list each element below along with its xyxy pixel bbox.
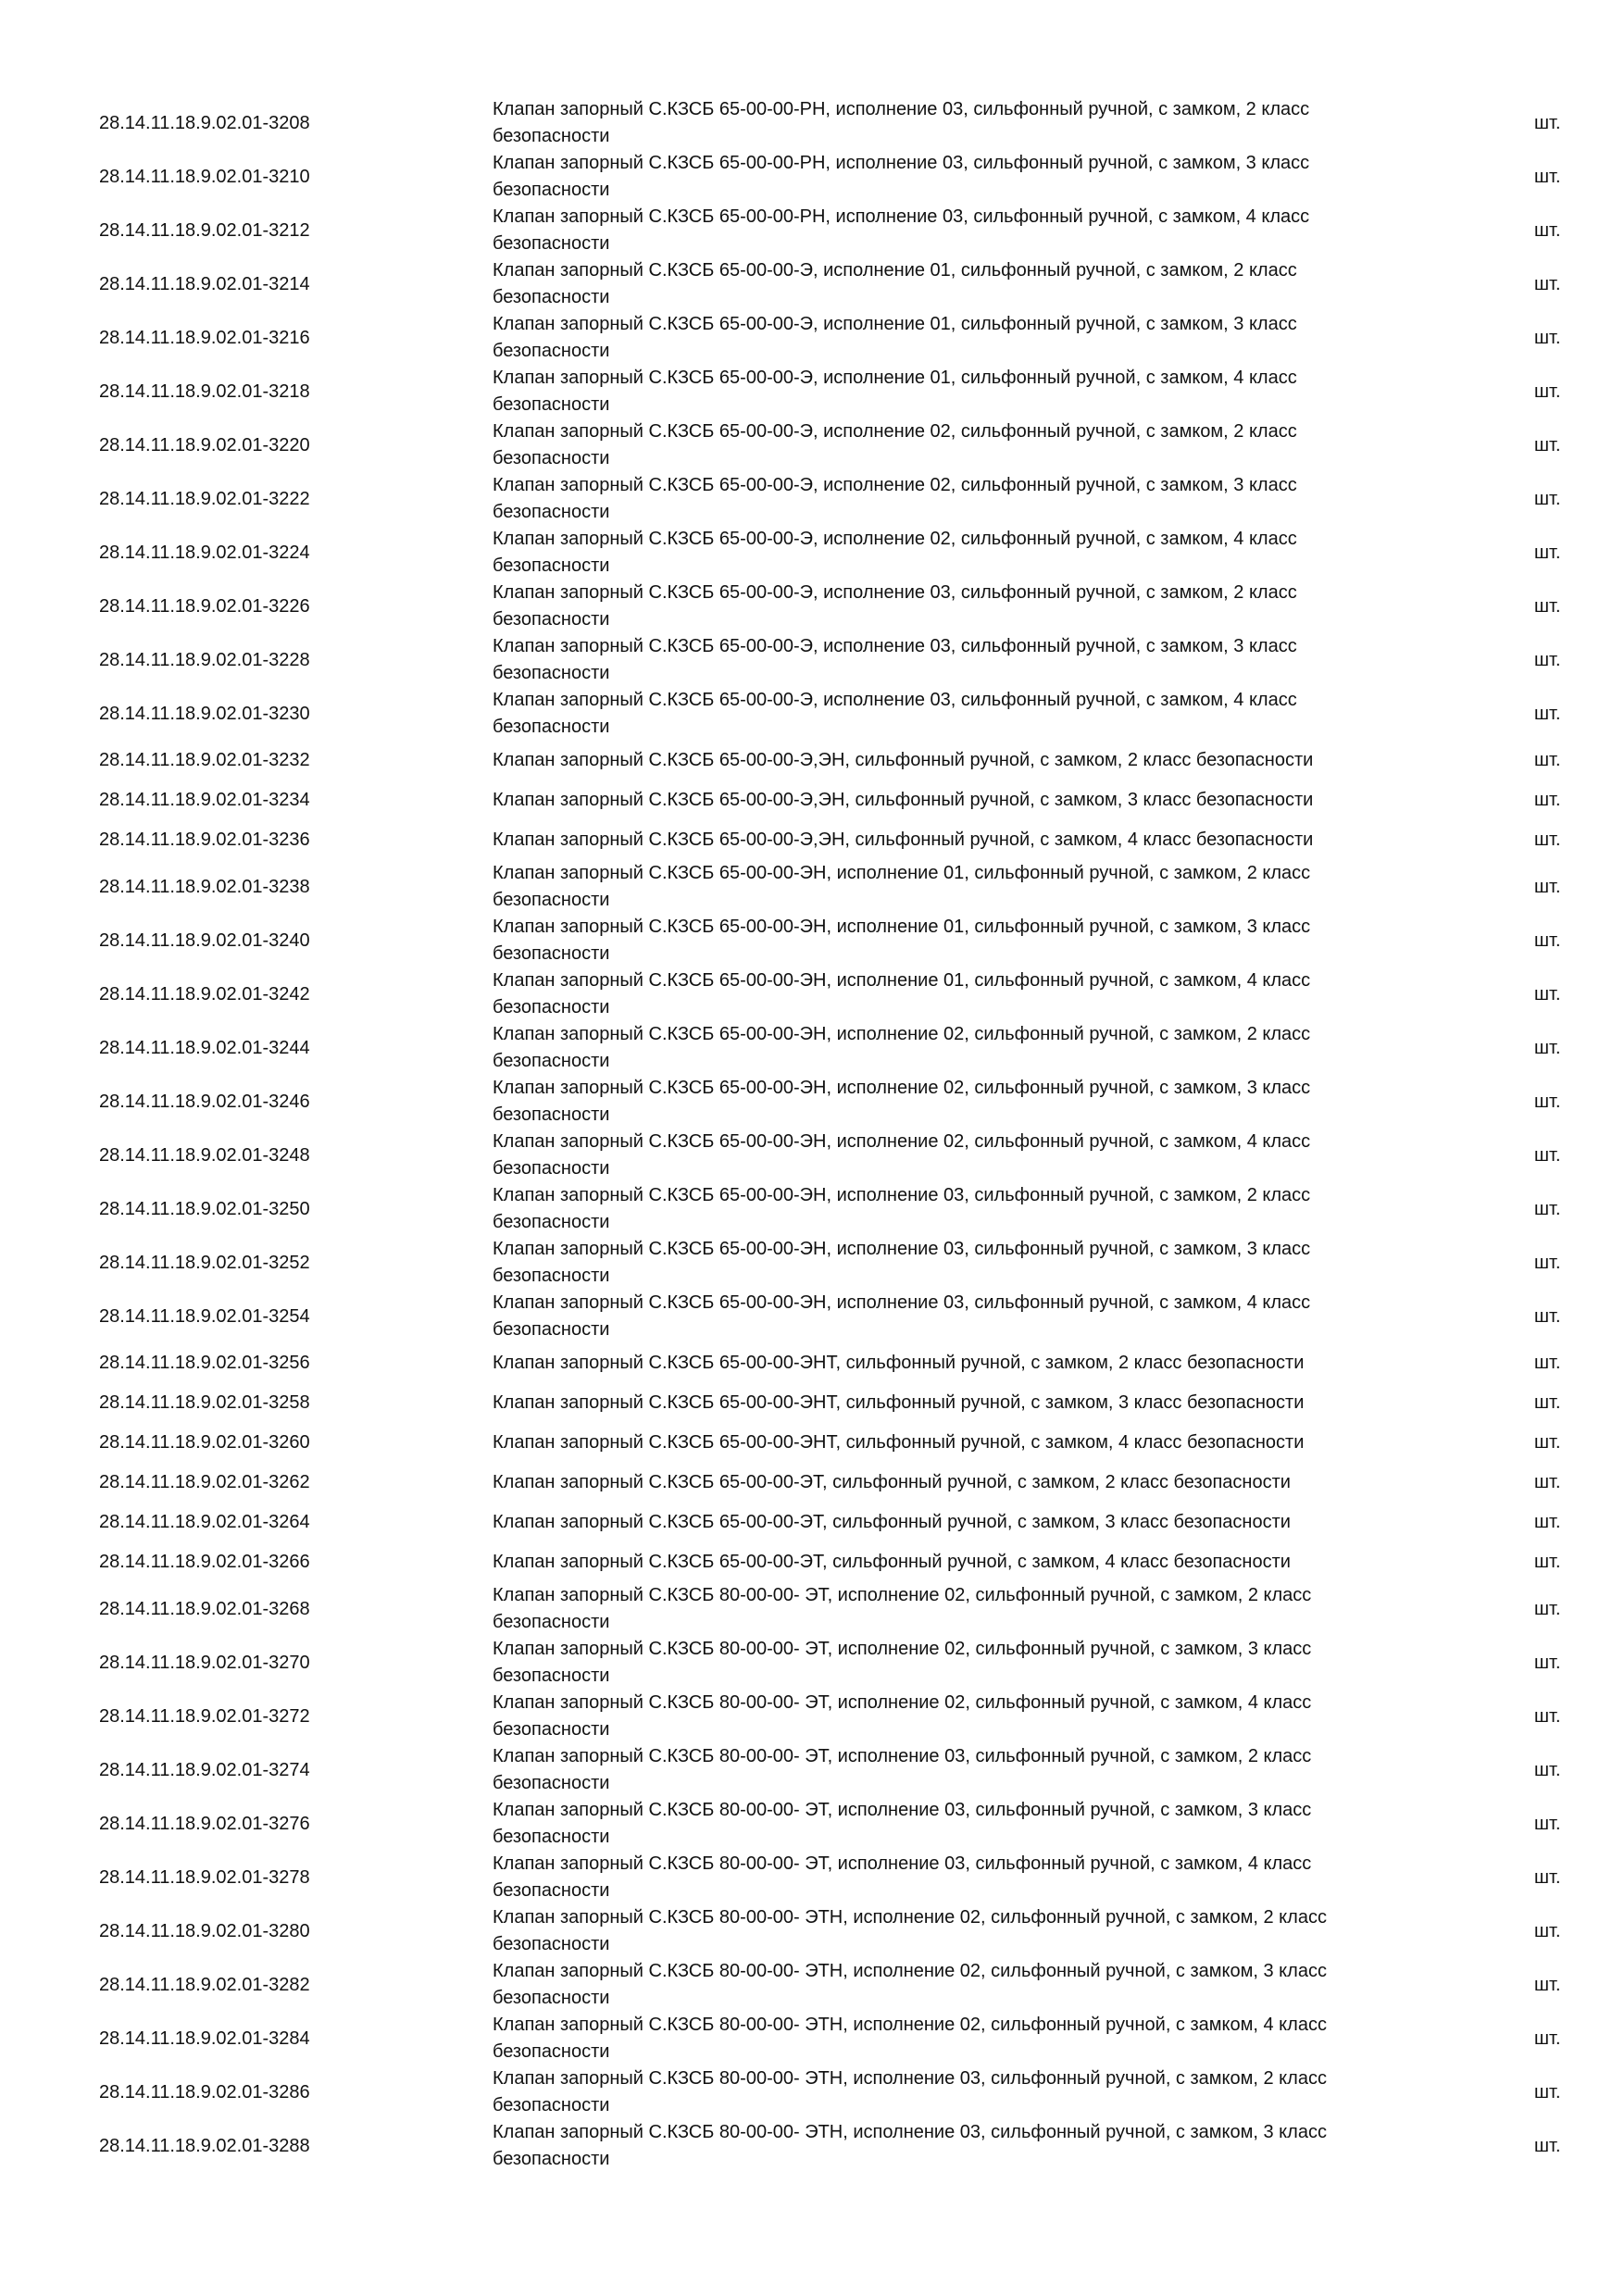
table-row <box>0 1423 1624 1463</box>
item-description <box>493 365 1418 418</box>
description-line: Клапан запорный С.КЗСБ 65-00-00-ЭН, исполнение 01, сильфонный ручной, с замком, 3 класс <box>493 917 1311 937</box>
table-row <box>0 820 1624 860</box>
item-unit: шт. <box>1534 1432 1561 1453</box>
description-line: Клапан запорный С.КЗСБ 65-00-00-ЭНТ, сильфонный ручной, с замком, 4 класс безопасности <box>493 1432 1305 1453</box>
item-unit: шт. <box>1534 1305 1561 1327</box>
item-unit: шт. <box>1534 1920 1561 1941</box>
item-unit: шт. <box>1534 1598 1561 1619</box>
description-line: безопасности <box>493 1212 610 1232</box>
description-line: безопасности <box>493 233 610 254</box>
description-line: безопасности <box>493 1158 610 1179</box>
description-line: Клапан запорный С.КЗСБ 65-00-00-Э, исполнение 02, сильфонный ручной, с замком, 4 класс <box>493 529 1297 549</box>
item-code: 28.14.11.18.9.02.01-3256 <box>99 1353 310 1373</box>
item-unit: шт. <box>1534 542 1561 563</box>
item-code: 28.14.11.18.9.02.01-3218 <box>99 381 310 402</box>
item-code: 28.14.11.18.9.02.01-3258 <box>99 1392 310 1413</box>
item-description <box>493 1851 1418 1904</box>
description-line: безопасности <box>493 126 610 146</box>
item-code: 28.14.11.18.9.02.01-3216 <box>99 327 310 348</box>
item-unit: шт. <box>1534 1353 1561 1373</box>
item-description <box>493 780 1418 820</box>
table-row <box>0 1636 1624 1690</box>
item-description <box>493 1075 1418 1129</box>
table-row <box>0 2119 1624 2173</box>
description-line: Клапан запорный С.КЗСБ 65-00-00-ЭН, исполнение 01, сильфонный ручной, с замком, 2 класс <box>493 863 1311 883</box>
description-line: безопасности <box>493 1266 610 1286</box>
item-code: 28.14.11.18.9.02.01-3284 <box>99 2028 310 2049</box>
description-line: безопасности <box>493 1934 610 1954</box>
item-code: 28.14.11.18.9.02.01-3234 <box>99 790 310 810</box>
item-unit: шт. <box>1534 1652 1561 1673</box>
item-unit: шт. <box>1534 1091 1561 1112</box>
description-line: Клапан запорный С.КЗСБ 65-00-00-ЭТ, сильфонный ручной, с замком, 4 класс безопасности <box>493 1552 1291 1572</box>
description-line: Клапан запорный С.КЗСБ 80-00-00- ЭТН, исполнение 03, сильфонный ручной, с замком, 3 класс <box>493 2122 1327 2142</box>
item-code: 28.14.11.18.9.02.01-3242 <box>99 983 310 1004</box>
description-line: безопасности <box>493 555 610 576</box>
table-row <box>0 687 1624 741</box>
item-description <box>493 1690 1418 1743</box>
description-line: Клапан запорный С.КЗСБ 80-00-00- ЭТ, исполнение 03, сильфонный ручной, с замком, 2 класс <box>493 1746 1312 1766</box>
description-line: Клапан запорный С.КЗСБ 65-00-00-Э,ЭН, сильфонный ручной, с замком, 3 класс безопасности <box>493 790 1314 810</box>
description-line: безопасности <box>493 997 610 1017</box>
item-code: 28.14.11.18.9.02.01-3228 <box>99 649 310 670</box>
item-description <box>493 96 1418 150</box>
description-line: безопасности <box>493 943 610 964</box>
table-row <box>0 1236 1624 1290</box>
item-code: 28.14.11.18.9.02.01-3222 <box>99 488 310 509</box>
table-row <box>0 1383 1624 1423</box>
item-unit: шт. <box>1534 1974 1561 1995</box>
item-code: 28.14.11.18.9.02.01-3268 <box>99 1598 310 1619</box>
table-row <box>0 967 1624 1021</box>
description-line: Клапан запорный С.КЗСБ 80-00-00- ЭТН, исполнение 02, сильфонный ручной, с замком, 3 класс <box>493 1961 1327 1981</box>
description-line: Клапан запорный С.КЗСБ 65-00-00-ЭН, исполнение 03, сильфонный ручной, с замком, 2 класс <box>493 1185 1311 1205</box>
table-row <box>0 914 1624 967</box>
item-unit: шт. <box>1534 2135 1561 2156</box>
table-row <box>0 526 1624 580</box>
item-code: 28.14.11.18.9.02.01-3276 <box>99 1813 310 1834</box>
item-code: 28.14.11.18.9.02.01-3232 <box>99 750 310 770</box>
description-line: безопасности <box>493 1104 610 1125</box>
description-line: Клапан запорный С.КЗСБ 65-00-00-Э, исполнение 03, сильфонный ручной, с замком, 2 класс <box>493 582 1297 603</box>
item-code: 28.14.11.18.9.02.01-3212 <box>99 219 310 241</box>
item-unit: шт. <box>1534 327 1561 348</box>
item-code: 28.14.11.18.9.02.01-3252 <box>99 1252 310 1273</box>
item-unit: шт. <box>1534 219 1561 241</box>
table-row <box>0 860 1624 914</box>
item-description <box>493 526 1418 580</box>
item-code: 28.14.11.18.9.02.01-3260 <box>99 1432 310 1453</box>
item-description <box>493 150 1418 204</box>
description-line: безопасности <box>493 1719 610 1740</box>
description-line: безопасности <box>493 287 610 307</box>
description-line: Клапан запорный С.КЗСБ 65-00-00-Э, исполнение 01, сильфонный ручной, с замком, 2 класс <box>493 260 1297 281</box>
description-line: безопасности <box>493 394 610 415</box>
item-unit: шт. <box>1534 1198 1561 1219</box>
description-line: безопасности <box>493 180 610 200</box>
item-unit: шт. <box>1534 1552 1561 1572</box>
item-description <box>493 2012 1418 2065</box>
item-code: 28.14.11.18.9.02.01-3236 <box>99 830 310 850</box>
table-row <box>0 257 1624 311</box>
item-unit: шт. <box>1534 830 1561 850</box>
description-line: Клапан запорный С.КЗСБ 80-00-00- ЭТ, исполнение 02, сильфонный ручной, с замком, 4 класс <box>493 1692 1312 1713</box>
description-line: Клапан запорный С.КЗСБ 65-00-00-Э,ЭН, сильфонный ручной, с замком, 4 класс безопасности <box>493 830 1314 850</box>
item-description <box>493 860 1418 914</box>
description-line: Клапан запорный С.КЗСБ 65-00-00-Э, исполнение 02, сильфонный ручной, с замком, 3 класс <box>493 475 1297 495</box>
description-line: Клапан запорный С.КЗСБ 65-00-00-РН, исполнение 03, сильфонный ручной, с замком, 3 класс <box>493 153 1310 173</box>
item-code: 28.14.11.18.9.02.01-3262 <box>99 1472 310 1492</box>
item-unit: шт. <box>1534 2028 1561 2049</box>
item-code: 28.14.11.18.9.02.01-3250 <box>99 1198 310 1219</box>
item-unit: шт. <box>1534 166 1561 187</box>
description-line: Клапан запорный С.КЗСБ 65-00-00-Э, исполнение 03, сильфонный ручной, с замком, 3 класс <box>493 636 1297 656</box>
description-line: безопасности <box>493 1880 610 1901</box>
description-line: безопасности <box>493 1773 610 1793</box>
item-description <box>493 2119 1418 2173</box>
item-unit: шт. <box>1534 876 1561 897</box>
item-description <box>493 1958 1418 2012</box>
item-description <box>493 2065 1418 2119</box>
description-line: Клапан запорный С.КЗСБ 80-00-00- ЭТН, исполнение 02, сильфонный ручной, с замком, 2 класс <box>493 1907 1327 1928</box>
table-row <box>0 1542 1624 1582</box>
table-row <box>0 580 1624 633</box>
item-description <box>493 687 1418 741</box>
table-row <box>0 418 1624 472</box>
table-row <box>0 2065 1624 2119</box>
item-description <box>493 418 1418 472</box>
description-line: безопасности <box>493 609 610 630</box>
table-row <box>0 1958 1624 2012</box>
item-code: 28.14.11.18.9.02.01-3248 <box>99 1144 310 1166</box>
item-unit: шт. <box>1534 1512 1561 1532</box>
table-row <box>0 204 1624 257</box>
item-code: 28.14.11.18.9.02.01-3288 <box>99 2135 310 2156</box>
table-row <box>0 1463 1624 1503</box>
description-line: Клапан запорный С.КЗСБ 80-00-00- ЭТ, исполнение 03, сильфонный ручной, с замком, 3 класс <box>493 1800 1312 1820</box>
item-description <box>493 1021 1418 1075</box>
table-row <box>0 1290 1624 1343</box>
description-line: безопасности <box>493 2095 610 2115</box>
description-line: Клапан запорный С.КЗСБ 65-00-00-ЭНТ, сильфонный ручной, с замком, 2 класс безопасности <box>493 1353 1305 1373</box>
description-line: безопасности <box>493 1319 610 1340</box>
item-unit: шт. <box>1534 1392 1561 1413</box>
description-line: Клапан запорный С.КЗСБ 65-00-00-ЭН, исполнение 02, сильфонный ручной, с замком, 4 класс <box>493 1131 1311 1152</box>
item-code: 28.14.11.18.9.02.01-3224 <box>99 542 310 563</box>
item-description <box>493 1582 1418 1636</box>
item-code: 28.14.11.18.9.02.01-3286 <box>99 2081 310 2103</box>
item-description <box>493 257 1418 311</box>
item-unit: шт. <box>1534 488 1561 509</box>
item-code: 28.14.11.18.9.02.01-3220 <box>99 434 310 455</box>
item-unit: шт. <box>1534 1866 1561 1888</box>
table-row <box>0 1797 1624 1851</box>
description-line: Клапан запорный С.КЗСБ 65-00-00-РН, исполнение 03, сильфонный ручной, с замком, 4 класс <box>493 206 1310 227</box>
item-code: 28.14.11.18.9.02.01-3226 <box>99 595 310 617</box>
item-code: 28.14.11.18.9.02.01-3246 <box>99 1091 310 1112</box>
item-unit: шт. <box>1534 2081 1561 2103</box>
item-description <box>493 1343 1418 1383</box>
description-line: безопасности <box>493 1666 610 1686</box>
item-description <box>493 820 1418 860</box>
description-line: Клапан запорный С.КЗСБ 65-00-00-Э, исполнение 02, сильфонный ручной, с замком, 2 класс <box>493 421 1297 442</box>
description-line: Клапан запорный С.КЗСБ 80-00-00- ЭТН, исполнение 02, сильфонный ручной, с замком, 4 класс <box>493 2015 1327 2035</box>
item-unit: шт. <box>1534 1252 1561 1273</box>
table-row <box>0 1690 1624 1743</box>
description-line: Клапан запорный С.КЗСБ 65-00-00-Э, исполнение 01, сильфонный ручной, с замком, 3 класс <box>493 314 1297 334</box>
item-code: 28.14.11.18.9.02.01-3266 <box>99 1552 310 1572</box>
item-code: 28.14.11.18.9.02.01-3208 <box>99 112 310 133</box>
table-row <box>0 1182 1624 1236</box>
item-description <box>493 1129 1418 1182</box>
item-description <box>493 580 1418 633</box>
item-description <box>493 633 1418 687</box>
description-line: Клапан запорный С.КЗСБ 65-00-00-Э,ЭН, сильфонный ручной, с замком, 2 класс безопасности <box>493 750 1314 770</box>
description-line: безопасности <box>493 1051 610 1071</box>
item-unit: шт. <box>1534 649 1561 670</box>
item-unit: шт. <box>1534 930 1561 951</box>
item-description <box>493 1236 1418 1290</box>
item-unit: шт. <box>1534 1705 1561 1727</box>
item-code: 28.14.11.18.9.02.01-3244 <box>99 1037 310 1058</box>
table-row <box>0 1075 1624 1129</box>
item-unit: шт. <box>1534 1037 1561 1058</box>
table-row <box>0 1343 1624 1383</box>
description-line: Клапан запорный С.КЗСБ 80-00-00- ЭТ, исполнение 02, сильфонный ручной, с замком, 3 класс <box>493 1639 1312 1659</box>
item-code: 28.14.11.18.9.02.01-3272 <box>99 1705 310 1727</box>
item-unit: шт. <box>1534 112 1561 133</box>
item-code: 28.14.11.18.9.02.01-3238 <box>99 876 310 897</box>
item-code: 28.14.11.18.9.02.01-3274 <box>99 1759 310 1780</box>
table-row <box>0 1743 1624 1797</box>
description-line: Клапан запорный С.КЗСБ 80-00-00- ЭТН, исполнение 03, сильфонный ручной, с замком, 2 класс <box>493 2068 1327 2089</box>
table-row <box>0 1582 1624 1636</box>
table-row <box>0 150 1624 204</box>
table-row <box>0 741 1624 780</box>
description-line: Клапан запорный С.КЗСБ 65-00-00-РН, исполнение 03, сильфонный ручной, с замком, 2 класс <box>493 99 1310 119</box>
description-line: безопасности <box>493 1612 610 1632</box>
description-line: безопасности <box>493 448 610 468</box>
item-description <box>493 1797 1418 1851</box>
item-description <box>493 1383 1418 1423</box>
description-line: безопасности <box>493 890 610 910</box>
table-row <box>0 1503 1624 1542</box>
table-row <box>0 2012 1624 2065</box>
description-line: безопасности <box>493 2149 610 2169</box>
description-line: Клапан запорный С.КЗСБ 65-00-00-ЭТ, сильфонный ручной, с замком, 2 класс безопасности <box>493 1472 1291 1492</box>
table-row <box>0 633 1624 687</box>
description-line: Клапан запорный С.КЗСБ 65-00-00-ЭН, исполнение 02, сильфонный ручной, с замком, 2 класс <box>493 1024 1311 1044</box>
description-line: Клапан запорный С.КЗСБ 80-00-00- ЭТ, исполнение 02, сильфонный ручной, с замком, 2 класс <box>493 1585 1312 1605</box>
item-description <box>493 1182 1418 1236</box>
item-description <box>493 472 1418 526</box>
description-line: Клапан запорный С.КЗСБ 65-00-00-ЭТ, сильфонный ручной, с замком, 3 класс безопасности <box>493 1512 1291 1532</box>
table-row <box>0 311 1624 365</box>
item-unit: шт. <box>1534 1813 1561 1834</box>
table-row <box>0 1021 1624 1075</box>
description-line: Клапан запорный С.КЗСБ 65-00-00-Э, исполнение 03, сильфонный ручной, с замком, 4 класс <box>493 690 1297 710</box>
description-line: безопасности <box>493 1988 610 2008</box>
item-unit: шт. <box>1534 790 1561 810</box>
item-description <box>493 311 1418 365</box>
item-unit: шт. <box>1534 381 1561 402</box>
table-row <box>0 472 1624 526</box>
item-description <box>493 914 1418 967</box>
table-row <box>0 96 1624 150</box>
item-code: 28.14.11.18.9.02.01-3264 <box>99 1512 310 1532</box>
item-description <box>493 1904 1418 1958</box>
description-line: Клапан запорный С.КЗСБ 65-00-00-ЭН, исполнение 01, сильфонный ручной, с замком, 4 класс <box>493 970 1311 991</box>
item-code: 28.14.11.18.9.02.01-3282 <box>99 1974 310 1995</box>
item-unit: шт. <box>1534 273 1561 294</box>
table-row <box>0 780 1624 820</box>
table-row <box>0 1129 1624 1182</box>
description-line: безопасности <box>493 502 610 522</box>
item-code: 28.14.11.18.9.02.01-3270 <box>99 1652 310 1673</box>
description-line: безопасности <box>493 717 610 737</box>
item-unit: шт. <box>1534 1759 1561 1780</box>
description-line: безопасности <box>493 341 610 361</box>
description-line: безопасности <box>493 663 610 683</box>
item-code: 28.14.11.18.9.02.01-3210 <box>99 166 310 187</box>
item-code: 28.14.11.18.9.02.01-3278 <box>99 1866 310 1888</box>
item-description <box>493 1503 1418 1542</box>
table-row <box>0 1904 1624 1958</box>
item-unit: шт. <box>1534 750 1561 770</box>
item-unit: шт. <box>1534 703 1561 724</box>
item-description <box>493 1423 1418 1463</box>
table-row <box>0 365 1624 418</box>
item-code: 28.14.11.18.9.02.01-3254 <box>99 1305 310 1327</box>
item-description <box>493 1743 1418 1797</box>
item-unit: шт. <box>1534 595 1561 617</box>
item-unit: шт. <box>1534 434 1561 455</box>
description-line: Клапан запорный С.КЗСБ 65-00-00-ЭН, исполнение 02, сильфонный ручной, с замком, 3 класс <box>493 1078 1311 1098</box>
item-unit: шт. <box>1534 983 1561 1004</box>
item-description <box>493 1542 1418 1582</box>
item-description <box>493 741 1418 780</box>
description-line: Клапан запорный С.КЗСБ 65-00-00-Э, исполнение 01, сильфонный ручной, с замком, 4 класс <box>493 368 1297 388</box>
item-description <box>493 1636 1418 1690</box>
item-description <box>493 204 1418 257</box>
item-description <box>493 1290 1418 1343</box>
description-line: Клапан запорный С.КЗСБ 65-00-00-ЭН, исполнение 03, сильфонный ручной, с замком, 4 класс <box>493 1292 1311 1313</box>
item-code: 28.14.11.18.9.02.01-3240 <box>99 930 310 951</box>
description-line: безопасности <box>493 1827 610 1847</box>
table-row <box>0 1851 1624 1904</box>
description-line: Клапан запорный С.КЗСБ 80-00-00- ЭТ, исполнение 03, сильфонный ручной, с замком, 4 класс <box>493 1853 1312 1874</box>
item-unit: шт. <box>1534 1472 1561 1492</box>
item-code: 28.14.11.18.9.02.01-3214 <box>99 273 310 294</box>
item-description <box>493 1463 1418 1503</box>
description-line: Клапан запорный С.КЗСБ 65-00-00-ЭНТ, сильфонный ручной, с замком, 3 класс безопасности <box>493 1392 1305 1413</box>
description-line: безопасности <box>493 2041 610 2062</box>
item-code: 28.14.11.18.9.02.01-3280 <box>99 1920 310 1941</box>
item-code: 28.14.11.18.9.02.01-3230 <box>99 703 310 724</box>
description-line: Клапан запорный С.КЗСБ 65-00-00-ЭН, исполнение 03, сильфонный ручной, с замком, 3 класс <box>493 1239 1311 1259</box>
item-unit: шт. <box>1534 1144 1561 1166</box>
item-description <box>493 967 1418 1021</box>
